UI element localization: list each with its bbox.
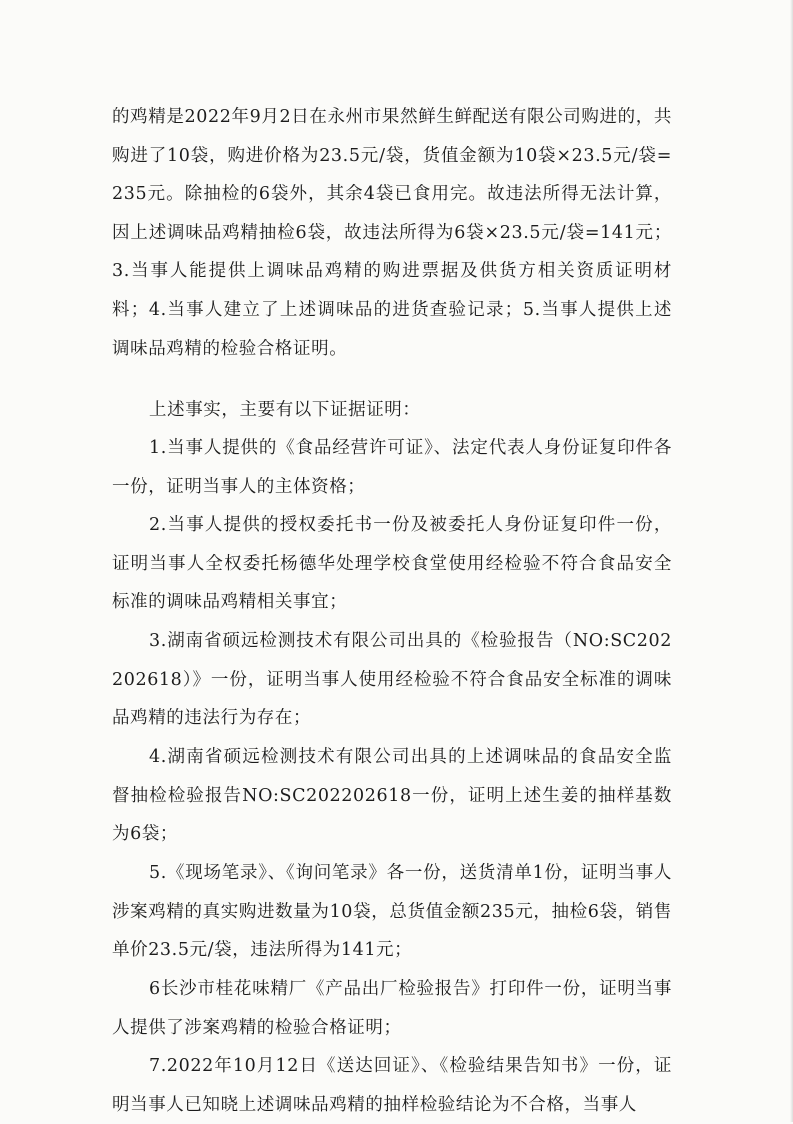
paragraph-evidence-4: 4.湖南省硕远检测技术有限公司出具的上述调味品的食品安全监督抽检检验报告NO:SC202202618一份，证明上述生姜的抽样基数为6袋； (112, 747, 672, 845)
paragraph-evidence-3: 3.湖南省硕远检测技术有限公司出具的《检验报告（NO:SC202202618）》一份，证明当事人使用经检验不符合食品安全标准的调味品鸡精的违法行为存在； (112, 631, 672, 729)
paragraph-evidence-2: 2.当事人提供的授权委托书一份及被委托人身份证复印件一份，证明当事人全权委托杨德华处理学校食堂使用经检验不符合食品安全标准的调味品鸡精相关事宜； (112, 515, 672, 613)
paragraph-evidence-6: 6长沙市桂花味精厂《产品出厂检验报告》打印件一份，证明当事人提供了涉案鸡精的检验合格证明； (112, 979, 672, 1038)
paragraph-evidence-5: 5.《现场笔录》、《询问笔录》各一份，送货清单1份，证明当事人涉案鸡精的真实购进数量为10袋，总货值金额235元，抽检6袋，销售单价23.5元/袋，违法所得为141元； (112, 863, 672, 961)
paragraph-evidence-intro: 上述事实，主要有以下证据证明： (149, 400, 421, 420)
paragraph-evidence-7: 7.2022年10月12日《送达回证》、《检验结果告知书》一份，证明当事人已知晓上述调味品鸡精的抽样检验结论为不合格，当事人 (112, 1056, 672, 1115)
paragraph-purchase-details: 的鸡精是2022年9月2日在永州市果然鲜生鲜配送有限公司购进的，共购进了10袋，购进价格为23.5元/袋，货值金额为10袋×23.5元/袋=235元。除抽检的6袋外，其余4袋已食用完。故违法所得无法计算，因上述调味品鸡精抽检6袋，故违法所得为6袋×23.5元/袋=141元；3.当事人能提供上调味品鸡精的购进票据及供货方相关资质证明材料；4.当事人建立了上述调味品的进货查验记录；5.当事人提供上述调味品鸡精的检验合格证明。 (112, 107, 672, 359)
paragraph-evidence-1: 1.当事人提供的《食品经营许可证》、法定代表人身份证复印件各一份，证明当事人的主体资格； (112, 438, 672, 497)
